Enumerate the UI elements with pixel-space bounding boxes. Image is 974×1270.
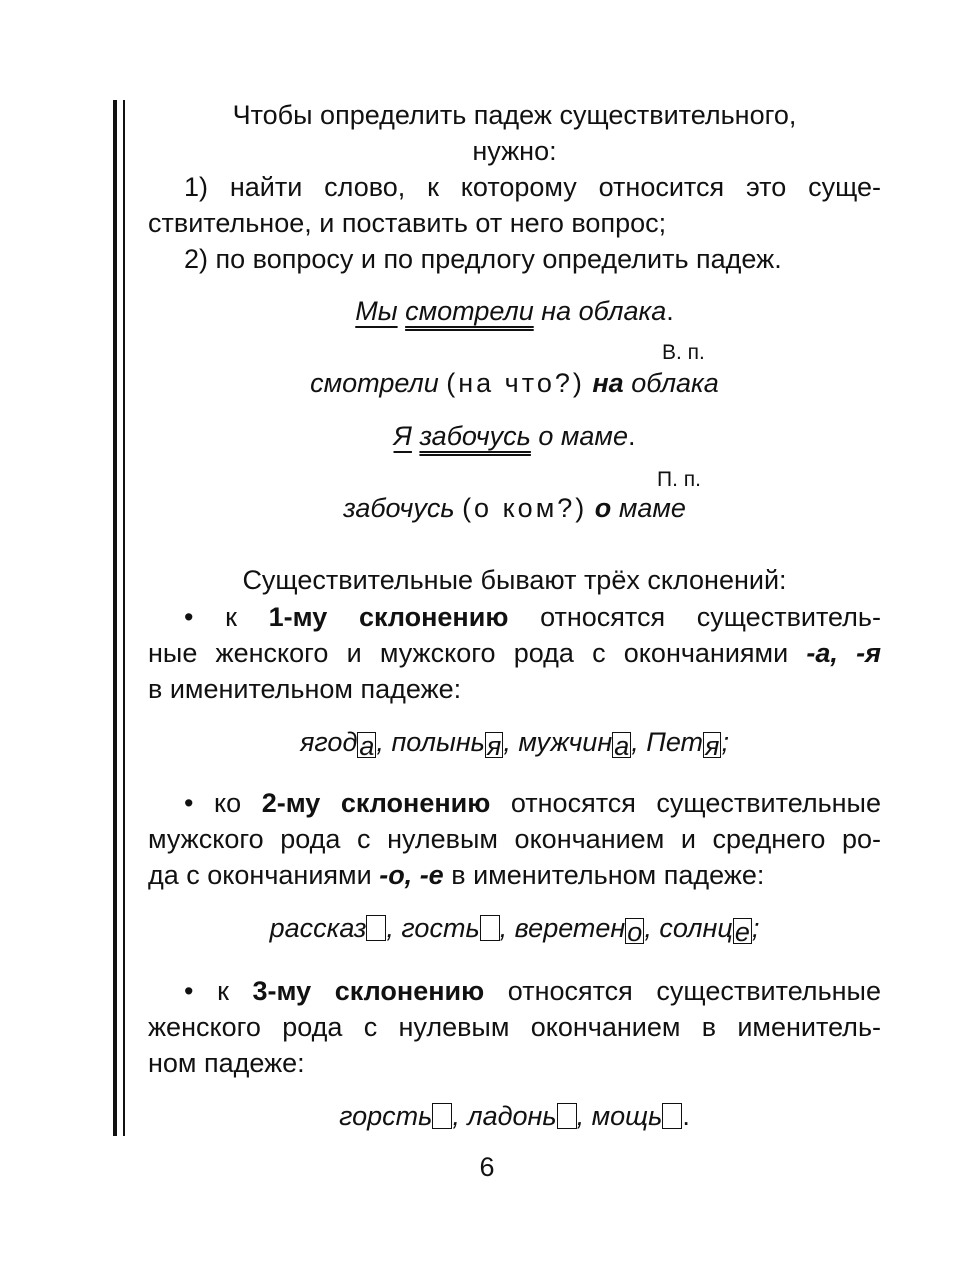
example-word: ягода, [300, 727, 384, 761]
example-word: веретено, [514, 913, 652, 947]
example1-case-label: В. п. [662, 341, 705, 364]
ending-box: а [614, 731, 630, 761]
example2-period: . [627, 421, 636, 451]
example1-period: . [666, 296, 674, 326]
example1-sentence [148, 294, 881, 328]
first-declension-line-3: в именительном падеже: [148, 674, 462, 704]
first-declension-text-1: относятся существитель- [540, 602, 881, 632]
ending-box: я [705, 731, 720, 761]
example2-prep: о [594, 493, 612, 523]
second-declension-line-2: мужского рода с нулевым окончанием и среднего ро- [148, 824, 881, 854]
first-declension-pre: к [225, 602, 237, 632]
example2-case-label: П. п. [657, 468, 701, 491]
rule-title-line-1: Чтобы определить падеж существительного, [232, 100, 797, 130]
second-declension-text-3b: в именительном падеже: [451, 860, 765, 890]
example1-analysis [148, 366, 881, 400]
ending-box [557, 1103, 577, 1129]
example2-analysis [148, 491, 881, 525]
bullet-icon: • [184, 788, 194, 818]
rule-title-line-2: нужно: [472, 136, 557, 166]
second-declension-line-3 [148, 858, 881, 892]
ending-box: е [734, 917, 750, 947]
example-word: солнце; [659, 913, 760, 947]
example1-predicate: смотрели [405, 296, 534, 326]
third-declension-line-3: ном падеже: [148, 1048, 305, 1078]
example-word: ладонь , [467, 1101, 585, 1131]
second-declension-pre: ко [214, 788, 242, 818]
third-declension-text-1: относятся существительные [507, 976, 881, 1006]
example1-prep: на [592, 368, 624, 398]
example1-rest: на облака [541, 296, 667, 326]
example2-predicate: забочусь [419, 421, 531, 451]
second-declension-text-1: относятся существительные [510, 788, 881, 818]
example1-question: (на что?) [446, 368, 585, 398]
example-word: мужчина, [518, 727, 639, 761]
page-number: 6 [479, 1152, 495, 1182]
example2-verb: забочусь [343, 493, 455, 523]
example2-subject: Я [393, 421, 412, 451]
third-declension-line-2: женского рода с нулевым окончанием в именитель- [148, 1012, 881, 1042]
first-declension-name: 1-му склонению [268, 602, 509, 632]
example1-verb: смотрели [310, 368, 439, 398]
first-declension-text-2: ные женского и мужского рода с окончаниями [148, 638, 789, 668]
first-declension-endings: -а, -я [806, 638, 881, 668]
example2-noun: маме [618, 493, 686, 523]
first-declension-line-1 [148, 600, 881, 634]
example-word: гость , [401, 913, 508, 943]
rule-step2: 2) по вопросу и по предлогу определить падеж. [184, 244, 782, 274]
example2-sentence [148, 419, 881, 453]
example1-subject: Мы [355, 296, 398, 326]
example-word: мощь . [591, 1101, 690, 1131]
ending-box [432, 1103, 452, 1129]
ending-box: о [627, 917, 643, 947]
second-declension-line-1 [148, 786, 881, 820]
second-declension-name: 2-му склонению [261, 788, 491, 818]
margin-rule-thick [113, 100, 117, 1136]
ending-box: а [359, 731, 375, 761]
example2-question: (о ком?) [462, 493, 588, 523]
third-declension-name: 3-му склонению [252, 976, 485, 1006]
bullet-icon: • [184, 976, 194, 1006]
ending-box [366, 915, 386, 941]
margin-rule-thin [123, 100, 125, 1136]
third-declension-examples [148, 1099, 881, 1133]
ending-box [662, 1103, 682, 1129]
rule-step1-line-1: 1) найти слово, к которому относится это суще- [184, 172, 881, 202]
first-declension-examples [148, 725, 881, 759]
bullet-icon: • [184, 602, 194, 632]
third-declension-line-1 [148, 974, 881, 1008]
second-declension-text-3a: да с окончаниями [148, 860, 372, 890]
ending-box [480, 915, 500, 941]
example-word: горсть , [339, 1101, 460, 1131]
third-declension-pre: к [217, 976, 229, 1006]
example-word: рассказ , [269, 913, 394, 943]
example-word: Петя; [646, 727, 729, 761]
declensions-intro: Существительные бывают трёх склонений: [242, 565, 787, 595]
example1-noun: облака [631, 368, 719, 398]
example-word: полынья, [391, 727, 511, 761]
second-declension-examples [148, 911, 881, 945]
rule-step1-line-2: ствительное, и поставить от него вопрос; [148, 208, 667, 238]
first-declension-line-2 [148, 636, 881, 670]
ending-box: я [486, 731, 502, 761]
example2-rest: о маме [538, 421, 628, 451]
second-declension-endings: -о, -е [379, 860, 444, 890]
